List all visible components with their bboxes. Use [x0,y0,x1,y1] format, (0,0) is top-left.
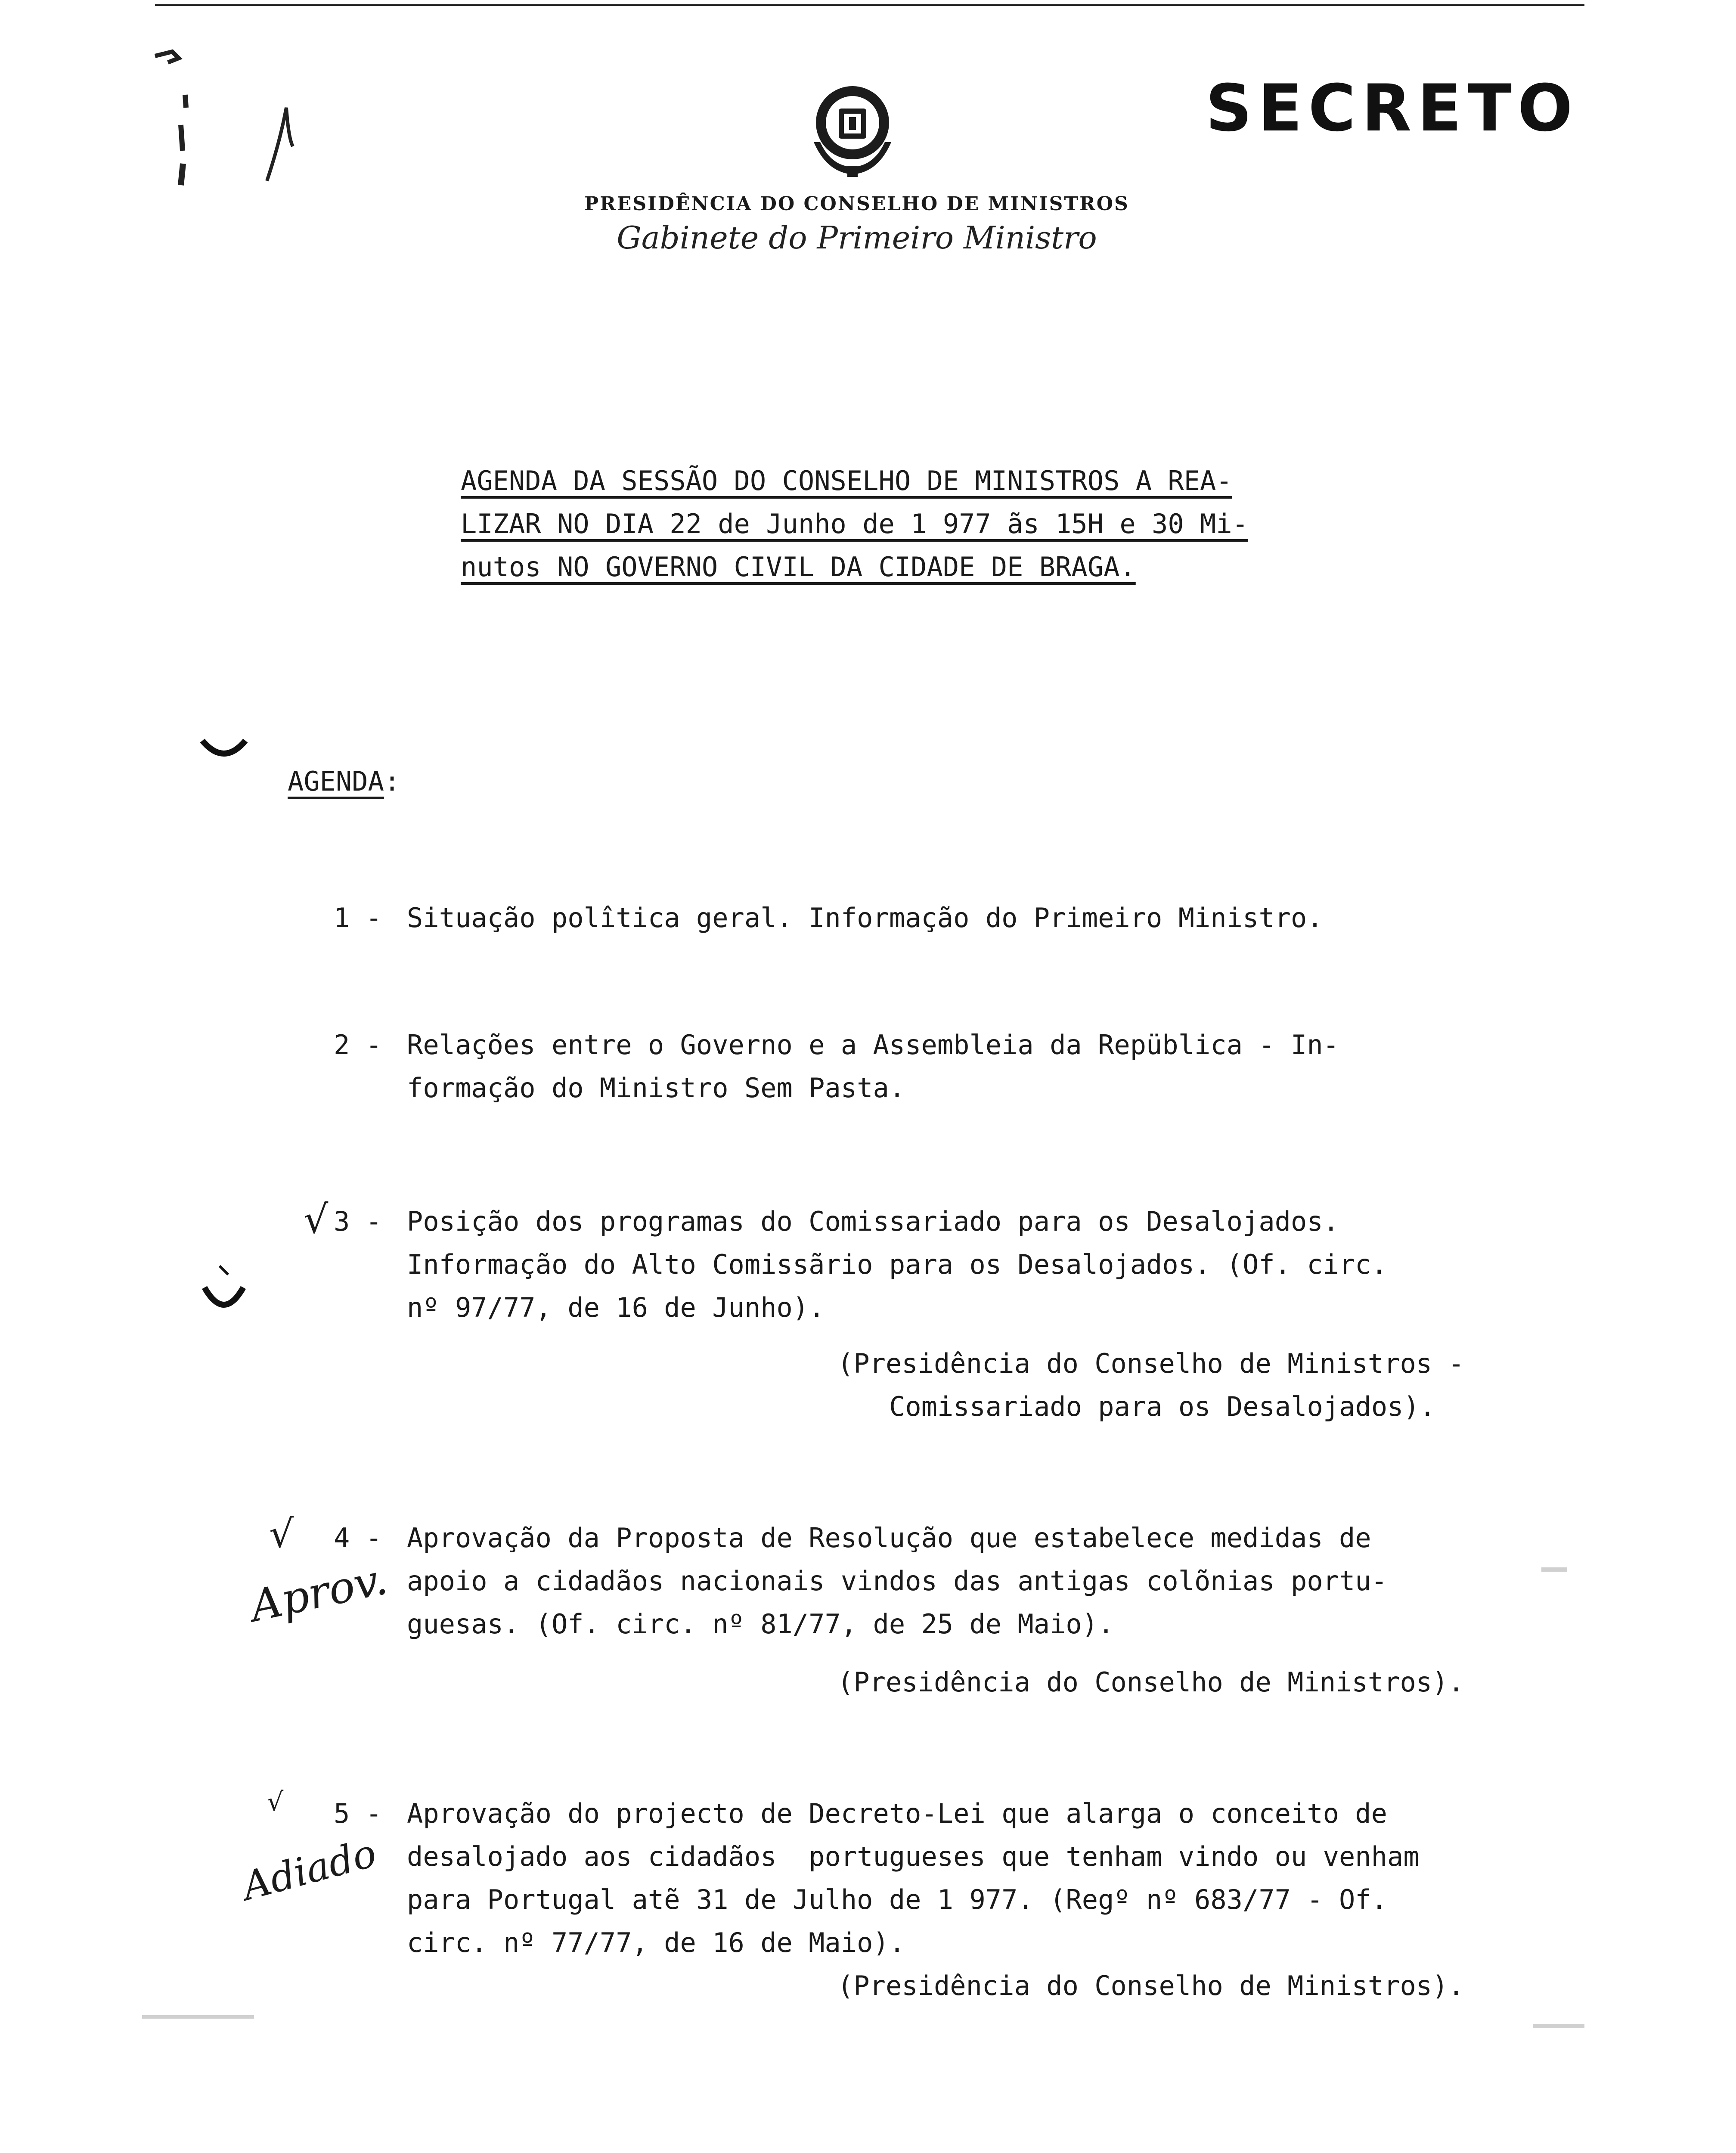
item-5-handwritten-note: Adiado [237,1830,381,1910]
item-1-line-1: Situação polîtica geral. Informação do Primeiro Ministro. [407,902,1323,934]
scan-smudge [1533,2024,1584,2028]
item-4-ref-1: (Presidência do Conselho de Ministros). [837,1666,1464,1698]
item-3-ref-2: Comissariado para os Desalojados). [889,1391,1436,1422]
item-3-checkmark: √ [304,1197,329,1242]
item-5-checkmark: √ [267,1787,284,1817]
title-line-2: LIZAR NO DIA 22 de Junho de 1 977 ãs 15H e 30 Mi- [461,508,1249,540]
margin-arc-mark-2 [198,1262,250,1322]
classification-stamp: SECRETO [1206,71,1579,146]
item-3-ref-1: (Presidência do Conselho de Ministros - [837,1348,1464,1379]
office-heading: PRESIDÊNCIA DO CONSELHO DE MINISTROS [584,193,1129,215]
item-5-line-4: circ. nº 77/77, de 16 de Maio). [407,1927,905,1958]
item-1-number: 1 - [334,902,382,934]
item-4-line-1: Aprovação da Proposta de Resolução que estabelece medidas de [407,1522,1371,1554]
item-3-line-3: nº 97/77, de 16 de Junho). [407,1292,825,1323]
item-5-line-1: Aprovação do projecto de Decreto-Lei que alarga o conceito de [407,1798,1387,1829]
item-5-number: 5 - [334,1798,382,1829]
scan-smudge [142,2015,254,2019]
item-4-handwritten-note: Aprov. [246,1553,392,1632]
item-5-line-2: desalojado aos cidadãos portugueses que tenham vindo ou venham [407,1841,1420,1872]
title-line-1: AGENDA DA SESSÃO DO CONSELHO DE MINISTROS A REA- [461,465,1232,496]
title-line-3: nutos NO GOVERNO CIVIL DA CIDADE DE BRAGA. [461,551,1136,583]
item-5-ref-1: (Presidência do Conselho de Ministros). [837,1970,1464,2001]
item-4-number: 4 - [334,1522,382,1554]
agenda-colon: : [384,766,400,797]
item-2-number: 2 - [334,1029,382,1061]
margin-arc-mark [198,732,250,775]
item-3-number: 3 - [334,1206,382,1237]
item-5-line-3: para Portugal atẽ 31 de Julho de 1 977. (Regº nº 683/77 - Of. [407,1884,1387,1915]
item-4-line-2: apoio a cidadãos nacionais vindos das antigas colõnias portu- [407,1565,1387,1597]
item-4-checkmark: √ [269,1511,294,1557]
item-2-line-2: formação do Ministro Sem Pasta. [407,1072,905,1104]
coat-of-arms-icon [801,78,904,181]
scan-edge-line [155,4,1584,6]
office-subheading: Gabinete do Primeiro Ministro [617,220,1097,256]
agenda-label: AGENDA [288,766,384,797]
scan-smudge [1541,1567,1567,1572]
item-4-line-3: guesas. (Of. circ. nº 81/77, de 25 de Maio). [407,1608,1114,1640]
agenda-heading [288,766,400,797]
item-3-line-1: Posição dos programas do Comissariado para os Desalojados. [407,1206,1339,1237]
item-3-line-2: Informação do Alto Comissãrio para os Desalojados. (Of. circ. [407,1249,1387,1280]
pen-marks-top-left [138,39,319,202]
item-2-line-1: Relações entre o Governo e a Assembleia da Repüblica - In- [407,1029,1339,1061]
